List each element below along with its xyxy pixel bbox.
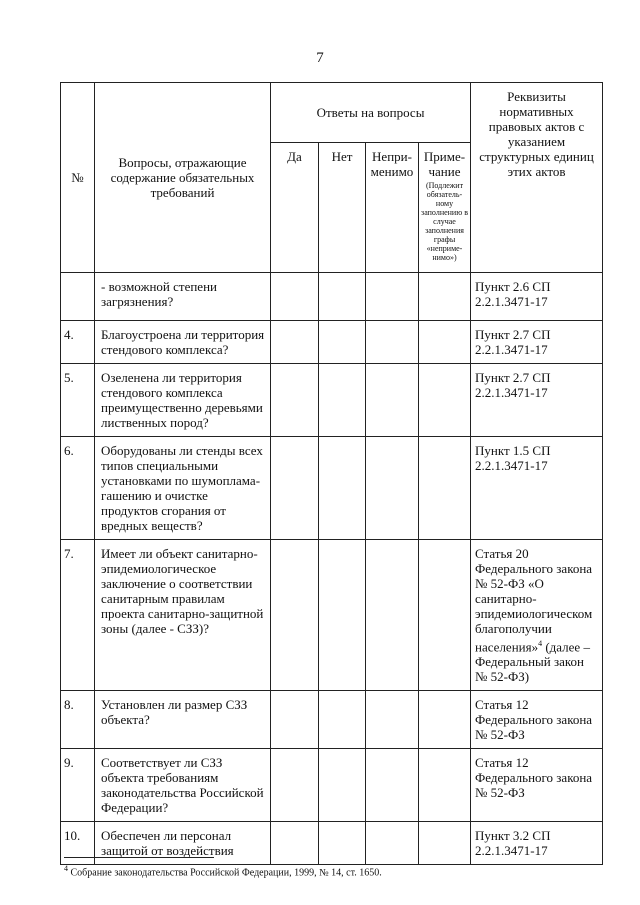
header-not-applicable: Непри-менимо [366,143,419,273]
answer-no-cell[interactable] [319,540,366,691]
header-note-title: Приме-чание [423,149,466,179]
answer-yes-cell[interactable] [271,749,319,822]
answer-na-cell[interactable] [366,822,419,865]
row-requisite: Пункт 1.5 СП 2.2.1.3471-17 [471,437,603,540]
requisite-text: Статья 20 Федерального закона № 52-ФЗ «О санитарно-эпидемиологическом благополучии населения» [475,546,593,655]
answer-note-cell[interactable] [419,822,471,865]
table-row [61,540,603,691]
header-answers: Ответы на вопросы [271,83,471,143]
answer-no-cell[interactable] [319,437,366,540]
page-number: 7 [316,50,324,66]
row-number: 7. [61,540,95,691]
answer-no-cell[interactable] [319,321,366,364]
row-question: Установлен ли размер СЗЗ объекта? [95,691,271,749]
row-number [61,273,95,321]
answer-note-cell[interactable] [419,273,471,321]
table-row [61,364,603,437]
answer-yes-cell[interactable] [271,273,319,321]
row-question: Имеет ли объект санитарно-эпидемиологическое заключение о соответствии санитарным правилам проекта санитарно-защитной зоны (далее - СЗЗ)? [95,540,271,691]
answer-note-cell[interactable] [419,437,471,540]
row-number: 9. [61,749,95,822]
inspection-table [60,82,603,865]
answer-note-cell[interactable] [419,691,471,749]
row-requisite: Пункт 3.2 СП 2.2.1.3471-17 [471,822,603,865]
header-no: Нет [319,143,366,273]
answer-na-cell[interactable] [366,321,419,364]
footnote-divider [64,857,214,858]
table-row [61,691,603,749]
table-row [61,273,603,321]
footnote [64,864,382,878]
row-question: Соответствует ли СЗЗ объекта требованиям законодательства Российской Федерации? [95,749,271,822]
header-requisites: Реквизиты нормативных правовых актов с указанием структурных единиц этих актов [471,83,603,273]
answer-na-cell[interactable] [366,540,419,691]
answer-na-cell[interactable] [366,691,419,749]
answer-na-cell[interactable] [366,273,419,321]
row-number: 10. [61,822,95,865]
answer-yes-cell[interactable] [271,822,319,865]
row-number: 8. [61,691,95,749]
row-requisite: Статья 12 Федерального закона № 52-ФЗ [471,691,603,749]
row-requisite: Пункт 2.7 СП 2.2.1.3471-17 [471,321,603,364]
row-requisite: Статья 12 Федерального закона № 52-ФЗ [471,749,603,822]
header-num: № [61,83,95,273]
answer-no-cell[interactable] [319,364,366,437]
row-question: Обеспечен ли персонал защитой от воздействия [95,822,271,865]
answer-yes-cell[interactable] [271,540,319,691]
row-requisite: Пункт 2.6 СП 2.2.1.3471-17 [471,273,603,321]
row-question: Благоустроена ли территория стендового комплекса? [95,321,271,364]
row-requisite [471,540,603,691]
answer-na-cell[interactable] [366,749,419,822]
footnote-text: Собрание законодательства Российской Федерации, 1999, № 14, ст. 1650. [68,867,382,879]
answer-no-cell[interactable] [319,822,366,865]
table-row [61,749,603,822]
answer-na-cell[interactable] [366,437,419,540]
row-question: Озеленена ли территория стендового комплекса преимущественно деревьями лиственных пород? [95,364,271,437]
answer-note-cell[interactable] [419,749,471,822]
requisite-text-tail: (далее – Федеральный закон № 52-ФЗ) [475,639,590,685]
row-question: Оборудованы ли стенды всех типов специальными установками по шумопламагашению и очистке продуктов сгорания от вредных веществ? [95,437,271,540]
header-note [419,143,471,273]
answer-no-cell[interactable] [319,691,366,749]
table-row [61,822,603,865]
answer-yes-cell[interactable] [271,437,319,540]
row-number: 6. [61,437,95,540]
answer-yes-cell[interactable] [271,691,319,749]
row-number: 5. [61,364,95,437]
header-note-instruction: (Подлежит обязатель-ному заполнению в случае заполнения графы «неприме-нимо») [421,181,468,262]
table-row [61,437,603,540]
header-questions: Вопросы, отражающие содержание обязательных требований [95,83,271,273]
table-row [61,321,603,364]
row-question: - возможной степени загрязнения? [95,273,271,321]
row-requisite: Пункт 2.7 СП 2.2.1.3471-17 [471,364,603,437]
footnote-mark: 4 [64,864,68,873]
footnote-ref: 4 [538,639,543,648]
answer-na-cell[interactable] [366,364,419,437]
header-yes: Да [271,143,319,273]
answer-yes-cell[interactable] [271,364,319,437]
answer-no-cell[interactable] [319,273,366,321]
answer-note-cell[interactable] [419,364,471,437]
answer-yes-cell[interactable] [271,321,319,364]
answer-no-cell[interactable] [319,749,366,822]
answer-note-cell[interactable] [419,540,471,691]
answer-note-cell[interactable] [419,321,471,364]
row-number: 4. [61,321,95,364]
